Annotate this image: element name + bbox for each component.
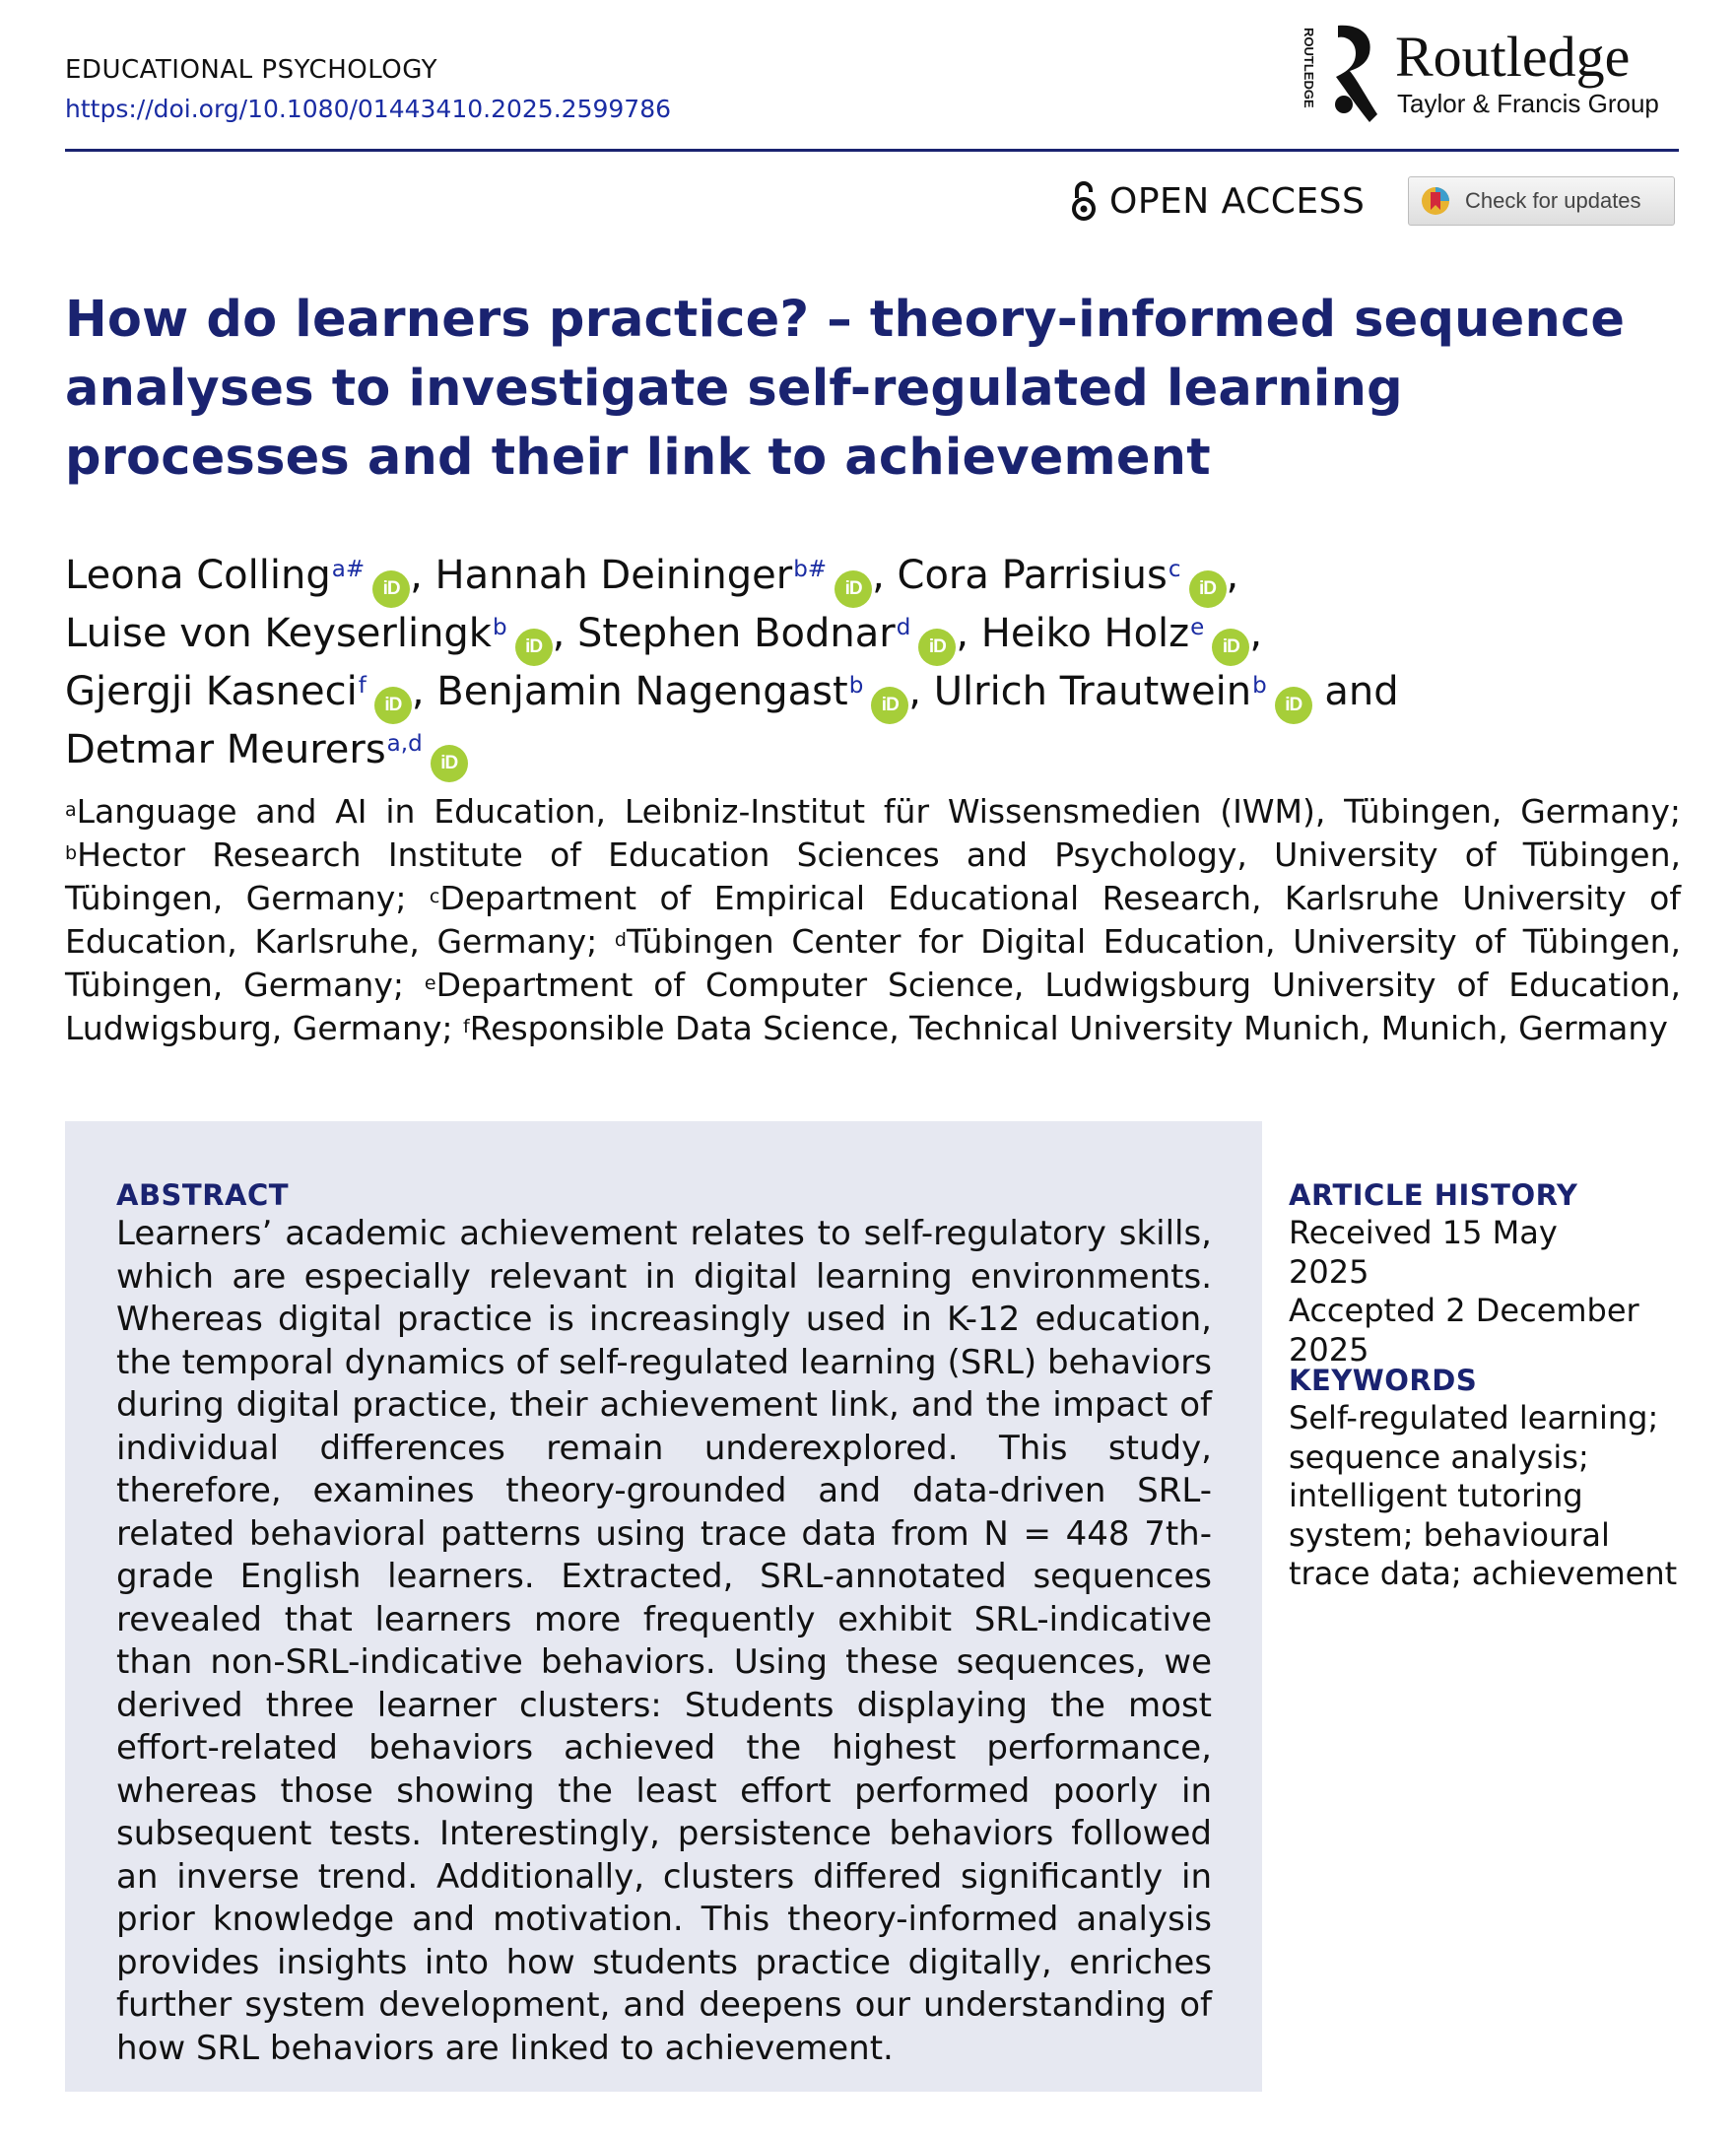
orcid-icon[interactable]: iD: [835, 570, 872, 608]
author[interactable]: Gjergji Kasneci$^f$iD: [65, 669, 412, 714]
publisher-name: Routledge: [1395, 25, 1631, 89]
doi-link[interactable]: https://doi.org/10.1080/01443410.2025.2599786: [65, 95, 672, 123]
publisher-logo: [1299, 20, 1683, 133]
crossmark-icon: [1420, 185, 1451, 217]
author[interactable]: Hannah Deininger$^{b\#}$iD: [435, 553, 873, 598]
header-rule: [65, 149, 1679, 152]
author[interactable]: Benjamin Nagengast$^b$iD: [436, 669, 908, 714]
author[interactable]: Ulrich Trautwein$^b$iD: [934, 669, 1312, 714]
routledge-logo-icon: [1299, 20, 1381, 126]
open-access-label: OPEN ACCESS: [1109, 180, 1366, 222]
orcid-icon[interactable]: iD: [374, 687, 412, 724]
orcid-icon[interactable]: iD: [918, 629, 956, 666]
orcid-icon[interactable]: iD: [1189, 570, 1227, 608]
check-for-updates-label: Check for updates: [1465, 188, 1641, 213]
keywords-text: Self-regulated learning; sequence analysis; intelligent tutoring system; behavioural trace data; achievement: [1289, 1399, 1678, 1592]
author-list: Leona Colling$^{a\#}$iD , Hannah Deininger$^{b\#}$iD , Cora Parrisius$^c$iD , Luise von Keyserlingk$^b$iD , Stephen Bodnar$^d$iD , Heiko Holz$^e$iD , Gjergji Kasneci$^f$iD , Benjamin Nagengast$^b$iD , Ulrich Trautwein$^b$iD and Detmar Meurers$^{a,d}$iD: [65, 550, 1681, 782]
author[interactable]: Cora Parrisius$^c$iD: [898, 553, 1227, 598]
author[interactable]: Detmar Meurers$^{a,d}$iD: [65, 727, 468, 772]
open-lock-icon: [1070, 180, 1098, 222]
logo-vertical-text: ROUTLEDGE: [1302, 28, 1316, 108]
article-title: How do learners practice? – theory-informed sequence analyses to investigate self-regulated learning processes and their link to achievement: [65, 291, 1626, 487]
abstract-text: Learners’ academic achievement relates to self-regulatory skills, which are especially relevant in digital learning environments. Whereas digital practice is increasingly used in K-12 education, the temporal dynamics of self-regulated learning (SRL) behaviors during digital practice, their achievement link, and the impact of individual differences remain underexplored. This study, therefore, examines theory-grounded and data-driven SRL-related behavioral patterns using trace data from N = 448 7th-grade English learners. Extracted, SRL-annotated sequences revealed that learners more frequently exhibit SRL-indicative than non-SRL-indicative behaviors. Using these sequences, we derived three learner clusters: Students displaying the most effort-related behaviors achieved the highest performance, whereas those showing the least effort performed poorly in subsequent tests. Interestingly, persistence behaviors followed an inverse trend. Additionally, clusters differed significantly in prior knowledge and motivation. This theory-informed analysis provides insights into how students practice digitally, enriches further system development, and deepens our understanding of how SRL behaviors are linked to achievement.: [116, 1214, 1212, 2068]
check-for-updates-button[interactable]: [1408, 176, 1675, 226]
orcid-icon[interactable]: iD: [515, 629, 553, 666]
article-history-heading: ARTICLE HISTORY: [1289, 1178, 1578, 1212]
received-date: Received 15 May 2025: [1289, 1214, 1558, 1291]
orcid-icon[interactable]: iD: [1212, 629, 1249, 666]
article-history-dates: [1289, 1214, 1643, 1370]
orcid-icon[interactable]: iD: [871, 687, 908, 724]
orcid-icon[interactable]: iD: [431, 745, 468, 782]
author[interactable]: Stephen Bodnar$^d$iD: [577, 611, 956, 656]
author[interactable]: Luise von Keyserlingk$^b$iD: [65, 611, 553, 656]
accepted-date: Accepted 2 December 2025: [1289, 1292, 1639, 1369]
open-access-badge: [1070, 179, 1365, 223]
orcid-icon[interactable]: iD: [1275, 687, 1312, 724]
author[interactable]: Heiko Holz$^e$iD: [981, 611, 1250, 656]
author[interactable]: Leona Colling$^{a\#}$iD: [65, 553, 410, 598]
publisher-group: Taylor & Francis Group: [1397, 89, 1659, 118]
journal-name: EDUCATIONAL PSYCHOLOGY: [65, 55, 437, 85]
affiliations: $^a$Language and AI in Education, Leibniz-Institut für Wissensmedien (IWM), Tübingen, Germany; $^b$Hector Research Institute of Education Sciences and Psychology, University of Tübingen, Tübingen, Germany; $^c$Department of Empirical Educational Research, Karlsruhe University of Education, Karlsruhe, Germany; $^d$Tübingen Center for Digital Education, University of Tübingen, Tübingen, Germany; $^e$Department of Computer Science, Ludwigsburg University of Education, Ludwigsburg, Germany; $^f$Responsible Data Science, Technical University Munich, Munich, Germany: [65, 792, 1681, 1047]
keywords-heading: KEYWORDS: [1289, 1364, 1478, 1397]
abstract-heading: ABSTRACT: [116, 1178, 290, 1212]
orcid-icon[interactable]: iD: [372, 570, 410, 608]
